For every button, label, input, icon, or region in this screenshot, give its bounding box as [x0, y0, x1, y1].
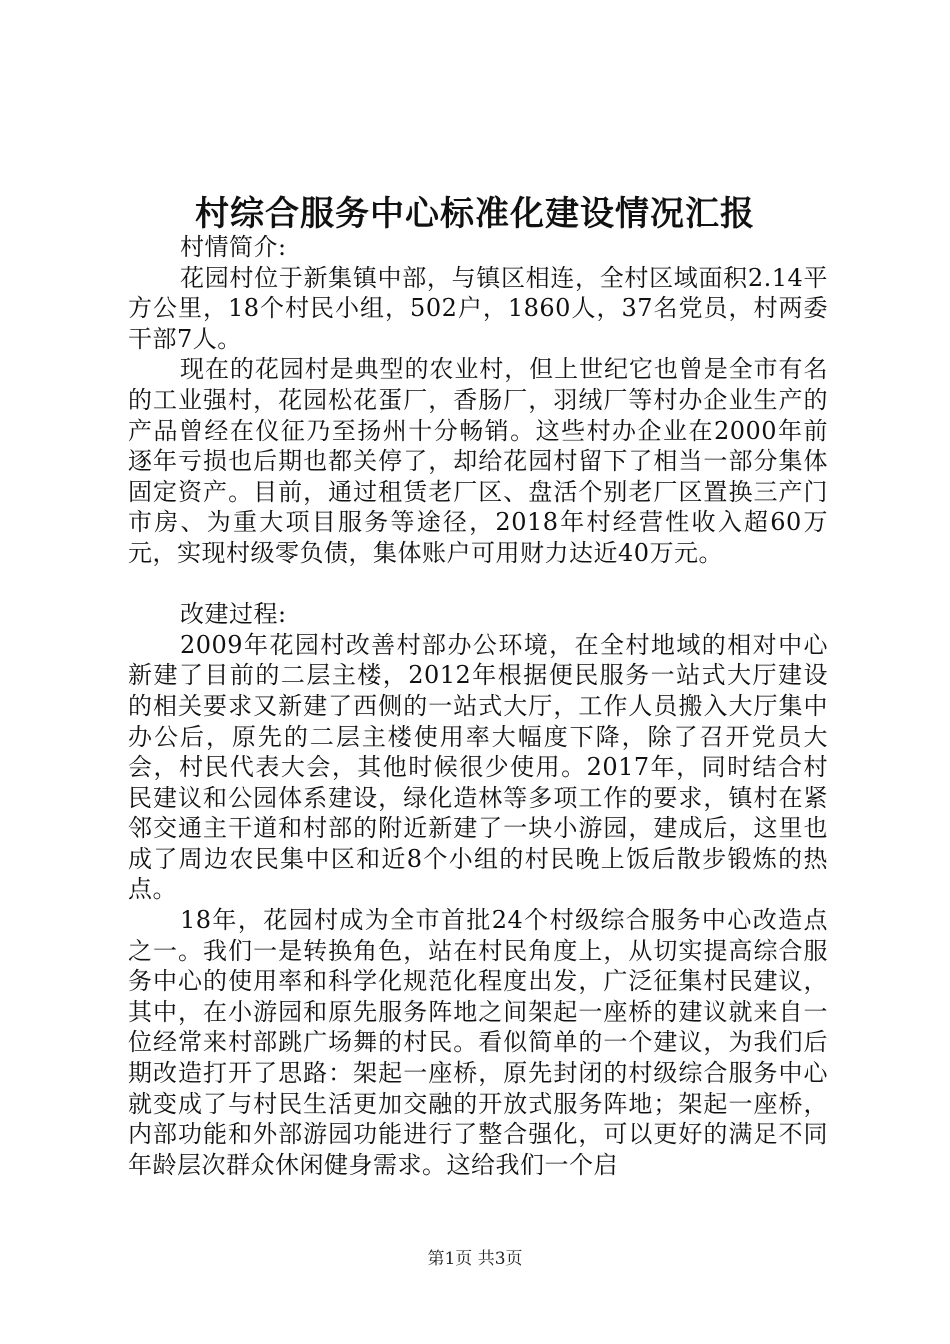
paragraph: 现在的花园村是典型的农业村，但上世纪它也曾是全市有名的工业强村，花园松花蛋厂，香肠厂，羽绒厂等村办企业生产的产品曾经在仪征乃至扬州十分畅销。这些村办企业在2000年前逐年亏损也后期也都关停了，却给花园村留下了相当一部分集体固定资产。目前，通过租赁老厂区、盘活个别老厂区置换三产门市房、为重大项目服务等途径，2018年村经营性收入超60万元，实现村级零负债，集体账户可用财力达近40万元。: [128, 355, 828, 567]
page-footer: 第1页 共3页: [427, 1249, 523, 1269]
section-heading-intro: 村情简介:: [180, 233, 287, 261]
paragraph: 2009年花园村改善村部办公环境，在全村地域的相对中心新建了目前的二层主楼，2012年根据便民服务一站式大厅建设的相关要求又新建了西侧的一站式大厅，工作人员搬入大厅集中办公后，原先的二层主楼使用率大幅度下降，除了召开党员大会，村民代表大会，其他时候很少使用。2017年，同时结合村民建议和公园体系建设，绿化造林等多项工作的要求，镇村在紧邻交通主干道和村部的附近新建了一块小游园，建成后，这里也成了周边农民集中区和近8个小组的村民晚上饭后散步锻炼的热点。: [128, 630, 828, 904]
paragraph: 18年，花园村成为全市首批24个村级综合服务中心改造点之一。我们一是转换角色，站在村民角度上，从切实提高综合服务中心的使用率和科学化规范化程度出发，广泛征集村民建议，其中，在小游园和原先服务阵地之间架起一座桥的建议就来自一位经常来村部跳广场舞的村民。看似简单的一个建议，为我们后期改造打开了思路：架起一座桥，原先封闭的村级综合服务中心就变成了与村民生活更加交融的开放式服务阵地；架起一座桥，内部功能和外部游园功能进行了整合强化，可以更好的满足不同年龄层次群众休闲健身需求。这给我们一个启: [128, 906, 828, 1179]
paragraph: 花园村位于新集镇中部，与镇区相连，全村区域面积2.14平方公里，18个村民小组，502户，1860人，37名党员，村两委干部7人。: [128, 263, 828, 353]
blank-line: [128, 569, 828, 600]
document-body: [128, 232, 828, 1180]
document-title: 村综合服务中心标准化建设情况汇报: [195, 194, 755, 234]
section-heading-process: 改建过程:: [180, 600, 287, 629]
